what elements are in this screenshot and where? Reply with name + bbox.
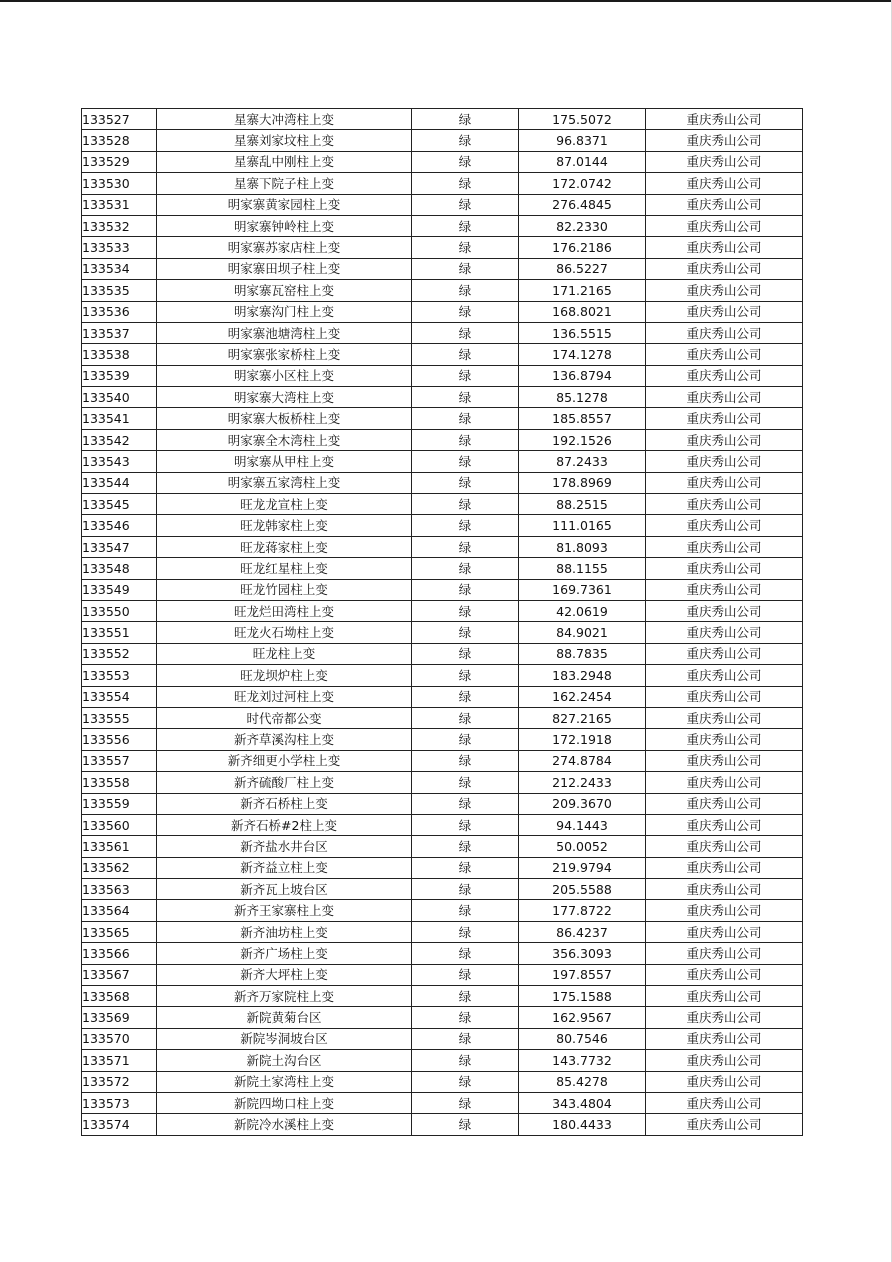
row-value-cell: 87.2433 [519, 451, 646, 472]
table-row [82, 1071, 803, 1092]
row-org-cell: 重庆秀山公司 [646, 536, 803, 557]
row-name-cell: 新齐石桥柱上变 [157, 793, 412, 814]
row-color-cell: 绿 [412, 814, 519, 835]
table-row [82, 943, 803, 964]
row-value-cell: 185.8557 [519, 408, 646, 429]
row-value-cell: 143.7732 [519, 1050, 646, 1071]
row-org-cell: 重庆秀山公司 [646, 151, 803, 172]
row-name-cell: 明家寨黄家园柱上变 [157, 194, 412, 215]
table-row [82, 301, 803, 322]
row-name-cell: 星寨下院子柱上变 [157, 173, 412, 194]
table-row [82, 387, 803, 408]
row-value-cell: 172.1918 [519, 729, 646, 750]
row-value-cell: 96.8371 [519, 130, 646, 151]
table-row [82, 151, 803, 172]
row-value-cell: 176.2186 [519, 237, 646, 258]
row-value-cell: 88.7835 [519, 643, 646, 664]
row-color-cell: 绿 [412, 280, 519, 301]
table-row [82, 429, 803, 450]
row-name-cell: 新院冷水溪柱上变 [157, 1114, 412, 1135]
row-color-cell: 绿 [412, 215, 519, 236]
row-id-cell: 133563 [82, 879, 157, 900]
row-id-cell: 133528 [82, 130, 157, 151]
row-value-cell: 274.8784 [519, 750, 646, 771]
row-org-cell: 重庆秀山公司 [646, 579, 803, 600]
table-row [82, 665, 803, 686]
row-name-cell: 明家寨大湾柱上变 [157, 387, 412, 408]
row-org-cell: 重庆秀山公司 [646, 130, 803, 151]
table-row [82, 857, 803, 878]
row-name-cell: 新齐王家寨柱上变 [157, 900, 412, 921]
row-org-cell: 重庆秀山公司 [646, 943, 803, 964]
row-org-cell: 重庆秀山公司 [646, 729, 803, 750]
row-org-cell: 重庆秀山公司 [646, 1092, 803, 1113]
row-name-cell: 新院岑洞坡台区 [157, 1028, 412, 1049]
row-value-cell: 88.2515 [519, 494, 646, 515]
row-org-cell: 重庆秀山公司 [646, 622, 803, 643]
row-id-cell: 133571 [82, 1050, 157, 1071]
row-name-cell: 新齐油坊柱上变 [157, 921, 412, 942]
row-color-cell: 绿 [412, 472, 519, 493]
table-row [82, 600, 803, 621]
row-name-cell: 新齐石桥#2柱上变 [157, 814, 412, 835]
row-value-cell: 88.1155 [519, 558, 646, 579]
row-id-cell: 133562 [82, 857, 157, 878]
row-org-cell: 重庆秀山公司 [646, 429, 803, 450]
row-name-cell: 旺龙红星柱上变 [157, 558, 412, 579]
row-org-cell: 重庆秀山公司 [646, 387, 803, 408]
row-name-cell: 时代帝都公变 [157, 707, 412, 728]
row-name-cell: 明家寨钟岭柱上变 [157, 215, 412, 236]
table-row [82, 322, 803, 343]
row-id-cell: 133573 [82, 1092, 157, 1113]
row-id-cell: 133557 [82, 750, 157, 771]
row-name-cell: 旺龙韩家柱上变 [157, 515, 412, 536]
row-value-cell: 174.1278 [519, 344, 646, 365]
row-id-cell: 133553 [82, 665, 157, 686]
row-color-cell: 绿 [412, 836, 519, 857]
row-org-cell: 重庆秀山公司 [646, 237, 803, 258]
row-value-cell: 94.1443 [519, 814, 646, 835]
row-name-cell: 新齐细更小学柱上变 [157, 750, 412, 771]
row-value-cell: 162.2454 [519, 686, 646, 707]
row-color-cell: 绿 [412, 1071, 519, 1092]
row-org-cell: 重庆秀山公司 [646, 194, 803, 215]
row-org-cell: 重庆秀山公司 [646, 215, 803, 236]
row-id-cell: 133564 [82, 900, 157, 921]
row-org-cell: 重庆秀山公司 [646, 879, 803, 900]
table-row [82, 258, 803, 279]
row-id-cell: 133541 [82, 408, 157, 429]
row-value-cell: 180.4433 [519, 1114, 646, 1135]
row-org-cell: 重庆秀山公司 [646, 793, 803, 814]
table-row [82, 408, 803, 429]
row-org-cell: 重庆秀山公司 [646, 900, 803, 921]
row-color-cell: 绿 [412, 322, 519, 343]
row-color-cell: 绿 [412, 515, 519, 536]
row-org-cell: 重庆秀山公司 [646, 365, 803, 386]
row-name-cell: 明家寨大板桥柱上变 [157, 408, 412, 429]
row-name-cell: 明家寨全木湾柱上变 [157, 429, 412, 450]
row-value-cell: 177.8722 [519, 900, 646, 921]
row-color-cell: 绿 [412, 857, 519, 878]
row-id-cell: 133569 [82, 1007, 157, 1028]
row-color-cell: 绿 [412, 1050, 519, 1071]
row-id-cell: 133544 [82, 472, 157, 493]
row-color-cell: 绿 [412, 707, 519, 728]
row-name-cell: 明家寨沟门柱上变 [157, 301, 412, 322]
row-org-cell: 重庆秀山公司 [646, 921, 803, 942]
row-name-cell: 旺龙火石坳柱上变 [157, 622, 412, 643]
row-color-cell: 绿 [412, 451, 519, 472]
row-org-cell: 重庆秀山公司 [646, 814, 803, 835]
row-name-cell: 新院四坳口柱上变 [157, 1092, 412, 1113]
row-name-cell: 新院土家湾柱上变 [157, 1071, 412, 1092]
row-org-cell: 重庆秀山公司 [646, 836, 803, 857]
row-color-cell: 绿 [412, 1007, 519, 1028]
row-value-cell: 136.8794 [519, 365, 646, 386]
row-color-cell: 绿 [412, 1028, 519, 1049]
row-color-cell: 绿 [412, 622, 519, 643]
table-row [82, 1092, 803, 1113]
row-value-cell: 827.2165 [519, 707, 646, 728]
row-org-cell: 重庆秀山公司 [646, 750, 803, 771]
row-id-cell: 133561 [82, 836, 157, 857]
table-row [82, 836, 803, 857]
row-color-cell: 绿 [412, 365, 519, 386]
table-row [82, 707, 803, 728]
row-org-cell: 重庆秀山公司 [646, 109, 803, 130]
table-row [82, 215, 803, 236]
table-row [82, 494, 803, 515]
row-id-cell: 133535 [82, 280, 157, 301]
row-name-cell: 新院黄菊台区 [157, 1007, 412, 1028]
row-color-cell: 绿 [412, 258, 519, 279]
table-row [82, 109, 803, 130]
table-row [82, 772, 803, 793]
row-name-cell: 星寨刘家坟柱上变 [157, 130, 412, 151]
row-value-cell: 276.4845 [519, 194, 646, 215]
row-value-cell: 175.1588 [519, 986, 646, 1007]
row-id-cell: 133572 [82, 1071, 157, 1092]
row-id-cell: 133565 [82, 921, 157, 942]
row-name-cell: 明家寨小区柱上变 [157, 365, 412, 386]
row-id-cell: 133545 [82, 494, 157, 515]
row-value-cell: 219.9794 [519, 857, 646, 878]
row-org-cell: 重庆秀山公司 [646, 1071, 803, 1092]
table-row [82, 365, 803, 386]
table-row [82, 344, 803, 365]
row-value-cell: 175.5072 [519, 109, 646, 130]
row-color-cell: 绿 [412, 536, 519, 557]
row-color-cell: 绿 [412, 943, 519, 964]
row-org-cell: 重庆秀山公司 [646, 280, 803, 301]
row-value-cell: 87.0144 [519, 151, 646, 172]
row-color-cell: 绿 [412, 665, 519, 686]
row-id-cell: 133560 [82, 814, 157, 835]
row-id-cell: 133547 [82, 536, 157, 557]
row-value-cell: 192.1526 [519, 429, 646, 450]
row-color-cell: 绿 [412, 686, 519, 707]
row-color-cell: 绿 [412, 194, 519, 215]
row-value-cell: 86.5227 [519, 258, 646, 279]
row-value-cell: 183.2948 [519, 665, 646, 686]
table-row [82, 194, 803, 215]
row-org-cell: 重庆秀山公司 [646, 451, 803, 472]
row-value-cell: 50.0052 [519, 836, 646, 857]
row-color-cell: 绿 [412, 387, 519, 408]
row-name-cell: 新院土沟台区 [157, 1050, 412, 1071]
row-value-cell: 343.4804 [519, 1092, 646, 1113]
row-color-cell: 绿 [412, 301, 519, 322]
row-org-cell: 重庆秀山公司 [646, 301, 803, 322]
row-color-cell: 绿 [412, 151, 519, 172]
row-id-cell: 133540 [82, 387, 157, 408]
row-org-cell: 重庆秀山公司 [646, 558, 803, 579]
table-row [82, 558, 803, 579]
row-color-cell: 绿 [412, 643, 519, 664]
table-row [82, 964, 803, 985]
row-color-cell: 绿 [412, 408, 519, 429]
row-id-cell: 133546 [82, 515, 157, 536]
row-value-cell: 171.2165 [519, 280, 646, 301]
row-value-cell: 209.3670 [519, 793, 646, 814]
row-org-cell: 重庆秀山公司 [646, 1114, 803, 1135]
row-color-cell: 绿 [412, 237, 519, 258]
row-color-cell: 绿 [412, 986, 519, 1007]
row-org-cell: 重庆秀山公司 [646, 643, 803, 664]
row-name-cell: 旺龙坝炉柱上变 [157, 665, 412, 686]
page-top-border [0, 0, 892, 2]
row-org-cell: 重庆秀山公司 [646, 258, 803, 279]
row-value-cell: 81.8093 [519, 536, 646, 557]
row-value-cell: 85.4278 [519, 1071, 646, 1092]
row-name-cell: 明家寨张家桥柱上变 [157, 344, 412, 365]
row-org-cell: 重庆秀山公司 [646, 986, 803, 1007]
row-id-cell: 133530 [82, 173, 157, 194]
row-id-cell: 133534 [82, 258, 157, 279]
table-row [82, 686, 803, 707]
row-color-cell: 绿 [412, 1114, 519, 1135]
row-org-cell: 重庆秀山公司 [646, 964, 803, 985]
row-name-cell: 新齐盐水井台区 [157, 836, 412, 857]
row-name-cell: 旺龙刘过河柱上变 [157, 686, 412, 707]
row-value-cell: 168.8021 [519, 301, 646, 322]
row-org-cell: 重庆秀山公司 [646, 1007, 803, 1028]
row-org-cell: 重庆秀山公司 [646, 686, 803, 707]
row-color-cell: 绿 [412, 429, 519, 450]
row-org-cell: 重庆秀山公司 [646, 472, 803, 493]
row-name-cell: 明家寨从甲柱上变 [157, 451, 412, 472]
row-color-cell: 绿 [412, 964, 519, 985]
row-id-cell: 133543 [82, 451, 157, 472]
row-id-cell: 133567 [82, 964, 157, 985]
row-org-cell: 重庆秀山公司 [646, 494, 803, 515]
row-name-cell: 明家寨苏家店柱上变 [157, 237, 412, 258]
row-color-cell: 绿 [412, 344, 519, 365]
row-id-cell: 133529 [82, 151, 157, 172]
row-name-cell: 旺龙蒋家柱上变 [157, 536, 412, 557]
row-color-cell: 绿 [412, 879, 519, 900]
row-name-cell: 明家寨瓦窑柱上变 [157, 280, 412, 301]
table-row [82, 986, 803, 1007]
row-color-cell: 绿 [412, 793, 519, 814]
row-id-cell: 133574 [82, 1114, 157, 1135]
row-color-cell: 绿 [412, 921, 519, 942]
row-value-cell: 212.2433 [519, 772, 646, 793]
table-row [82, 472, 803, 493]
row-id-cell: 133570 [82, 1028, 157, 1049]
row-color-cell: 绿 [412, 579, 519, 600]
row-value-cell: 84.9021 [519, 622, 646, 643]
row-color-cell: 绿 [412, 130, 519, 151]
row-org-cell: 重庆秀山公司 [646, 665, 803, 686]
row-name-cell: 新齐硫酸厂柱上变 [157, 772, 412, 793]
row-id-cell: 133531 [82, 194, 157, 215]
row-color-cell: 绿 [412, 494, 519, 515]
row-name-cell: 星寨大冲湾柱上变 [157, 109, 412, 130]
table-row [82, 900, 803, 921]
table-row [82, 814, 803, 835]
row-id-cell: 133558 [82, 772, 157, 793]
row-value-cell: 82.2330 [519, 215, 646, 236]
row-id-cell: 133539 [82, 365, 157, 386]
table-row [82, 579, 803, 600]
row-value-cell: 205.5588 [519, 879, 646, 900]
row-color-cell: 绿 [412, 1092, 519, 1113]
row-color-cell: 绿 [412, 173, 519, 194]
row-value-cell: 86.4237 [519, 921, 646, 942]
row-id-cell: 133568 [82, 986, 157, 1007]
row-org-cell: 重庆秀山公司 [646, 1050, 803, 1071]
row-id-cell: 133550 [82, 600, 157, 621]
row-org-cell: 重庆秀山公司 [646, 707, 803, 728]
transformer-table [81, 108, 803, 1136]
table-row [82, 879, 803, 900]
row-id-cell: 133548 [82, 558, 157, 579]
row-id-cell: 133555 [82, 707, 157, 728]
row-name-cell: 明家寨五家湾柱上变 [157, 472, 412, 493]
row-name-cell: 新齐大坪柱上变 [157, 964, 412, 985]
row-name-cell: 明家寨田坝子柱上变 [157, 258, 412, 279]
table-row [82, 1007, 803, 1028]
row-id-cell: 133542 [82, 429, 157, 450]
row-org-cell: 重庆秀山公司 [646, 857, 803, 878]
row-value-cell: 197.8557 [519, 964, 646, 985]
row-id-cell: 133551 [82, 622, 157, 643]
row-org-cell: 重庆秀山公司 [646, 772, 803, 793]
table-row [82, 729, 803, 750]
table-row [82, 1028, 803, 1049]
row-name-cell: 新齐瓦上坡台区 [157, 879, 412, 900]
row-color-cell: 绿 [412, 729, 519, 750]
row-id-cell: 133554 [82, 686, 157, 707]
row-value-cell: 85.1278 [519, 387, 646, 408]
row-id-cell: 133538 [82, 344, 157, 365]
table-row [82, 130, 803, 151]
row-id-cell: 133566 [82, 943, 157, 964]
row-name-cell: 新齐益立柱上变 [157, 857, 412, 878]
row-color-cell: 绿 [412, 750, 519, 771]
row-name-cell: 星寨乱中刚柱上变 [157, 151, 412, 172]
row-value-cell: 162.9567 [519, 1007, 646, 1028]
row-org-cell: 重庆秀山公司 [646, 1028, 803, 1049]
table-row [82, 793, 803, 814]
row-name-cell: 旺龙竹园柱上变 [157, 579, 412, 600]
row-value-cell: 169.7361 [519, 579, 646, 600]
table-row [82, 1050, 803, 1071]
table-row [82, 451, 803, 472]
row-id-cell: 133549 [82, 579, 157, 600]
row-value-cell: 172.0742 [519, 173, 646, 194]
row-value-cell: 80.7546 [519, 1028, 646, 1049]
table-row [82, 237, 803, 258]
table-body [82, 109, 803, 1136]
row-id-cell: 133527 [82, 109, 157, 130]
table-row [82, 173, 803, 194]
row-id-cell: 133536 [82, 301, 157, 322]
row-id-cell: 133552 [82, 643, 157, 664]
row-name-cell: 旺龙龙宣柱上变 [157, 494, 412, 515]
table-row [82, 515, 803, 536]
row-value-cell: 111.0165 [519, 515, 646, 536]
row-org-cell: 重庆秀山公司 [646, 408, 803, 429]
row-name-cell: 旺龙柱上变 [157, 643, 412, 664]
row-org-cell: 重庆秀山公司 [646, 322, 803, 343]
row-org-cell: 重庆秀山公司 [646, 515, 803, 536]
row-color-cell: 绿 [412, 600, 519, 621]
table-row [82, 921, 803, 942]
row-color-cell: 绿 [412, 900, 519, 921]
table-row [82, 536, 803, 557]
row-value-cell: 42.0619 [519, 600, 646, 621]
row-value-cell: 178.8969 [519, 472, 646, 493]
row-color-cell: 绿 [412, 558, 519, 579]
row-value-cell: 356.3093 [519, 943, 646, 964]
row-color-cell: 绿 [412, 772, 519, 793]
row-color-cell: 绿 [412, 109, 519, 130]
row-value-cell: 136.5515 [519, 322, 646, 343]
row-name-cell: 新齐广场柱上变 [157, 943, 412, 964]
table-row [82, 643, 803, 664]
row-org-cell: 重庆秀山公司 [646, 600, 803, 621]
row-name-cell: 新齐草溪沟柱上变 [157, 729, 412, 750]
table-row [82, 1114, 803, 1135]
row-org-cell: 重庆秀山公司 [646, 344, 803, 365]
row-org-cell: 重庆秀山公司 [646, 173, 803, 194]
table-row [82, 622, 803, 643]
row-id-cell: 133532 [82, 215, 157, 236]
row-id-cell: 133559 [82, 793, 157, 814]
row-name-cell: 新齐万家院柱上变 [157, 986, 412, 1007]
row-name-cell: 旺龙烂田湾柱上变 [157, 600, 412, 621]
row-id-cell: 133533 [82, 237, 157, 258]
table-row [82, 750, 803, 771]
table-row [82, 280, 803, 301]
row-name-cell: 明家寨池塘湾柱上变 [157, 322, 412, 343]
row-id-cell: 133556 [82, 729, 157, 750]
row-id-cell: 133537 [82, 322, 157, 343]
